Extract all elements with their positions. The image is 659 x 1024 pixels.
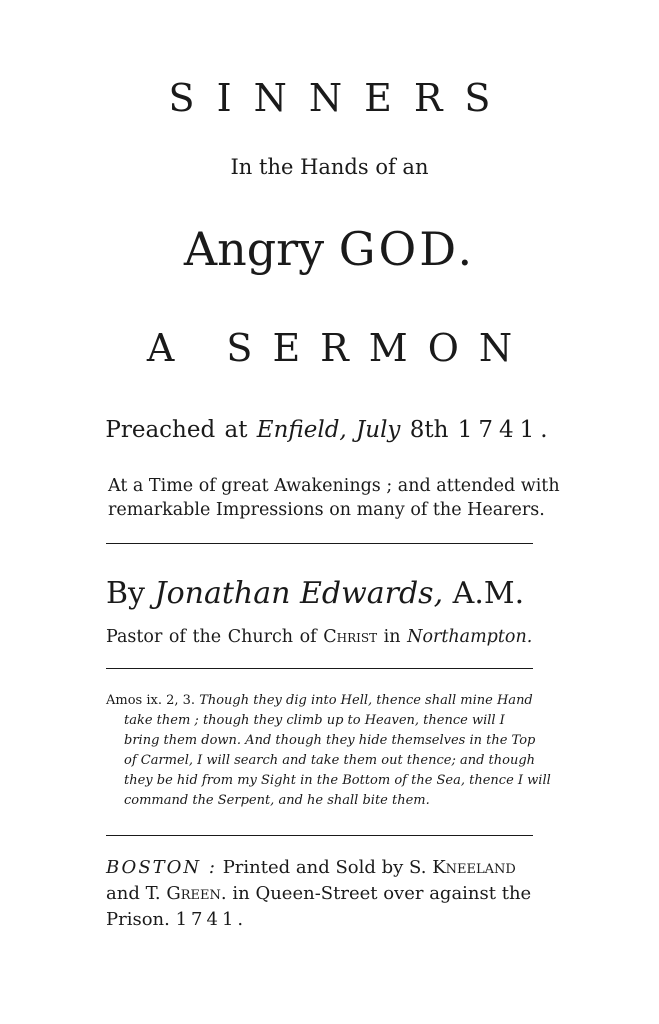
occasion-line-1: At a Time of great Awakenings ; and attended with [108,476,560,496]
title-sinners: SINNERS [168,76,513,120]
title-angry-god [0,222,659,276]
title-a-sermon: A SERMON [146,326,533,370]
imprint-and: and T. [106,883,161,904]
occasion-line-2: remarkable Impressions on many of the Hearers. [108,500,545,520]
imprint-year: 1741. [175,909,248,930]
preached-day: 8th [409,417,449,443]
pastor-prefix: Pastor of the Church of [106,627,317,647]
scripture-line: command the Serpent, and he shall bite them. [124,793,430,808]
title-angry: Angry [183,222,325,276]
divider-rule [106,543,533,544]
imprint-printer-green: Green. [166,883,227,904]
scripture-text: Though they dig into Hell, thence shall mine Hand [199,693,533,708]
imprint [106,855,534,933]
scripture-line: bring them down. And though they hide themselves in the Top [124,733,536,748]
author-degree: A.M. [452,576,525,611]
title-in-the-hands: In the Hands of an [230,155,429,179]
pastor-christ: Christ [323,627,378,647]
divider-rule [106,835,533,836]
author-line [106,576,534,611]
author-by: By [106,576,145,611]
scripture-line: they be hid from my Sight in the Bottom of the Sea, thence I will [124,773,551,788]
author-name: Jonathan Edwards, [154,576,444,611]
pastor-in: in [383,627,401,647]
preached-place: Enfield, [256,417,347,443]
pastor-line [106,627,534,647]
scripture-reference: Amos ix. 2, 3. [106,693,196,708]
pastor-town: Northampton. [407,627,533,647]
preached-month: July [356,417,401,443]
scripture-line [106,691,534,711]
preached-line [0,417,659,443]
scripture-line: take them ; though they climb up to Heaven, thence will I [124,713,505,728]
divider-rule [106,668,533,669]
preached-prefix: Preached at [105,417,248,443]
imprint-line-2 [106,881,534,907]
imprint-city: BOSTON : [106,857,217,878]
imprint-prison: Prison. [106,909,170,930]
imprint-line-3 [106,907,534,933]
title-god: GOD. [338,222,476,276]
scripture-epigraph [106,691,551,811]
preached-year: 1741. [457,417,554,443]
imprint-line-1 [106,855,534,881]
imprint-printer-kneeland: Kneeland [432,857,516,878]
scripture-line: of Carmel, I will search and take them out thence; and though [124,753,536,768]
occasion-text [108,474,560,522]
imprint-address: in Queen-Street over against the [232,883,532,904]
imprint-printed: Printed and Sold by S. [222,857,427,878]
